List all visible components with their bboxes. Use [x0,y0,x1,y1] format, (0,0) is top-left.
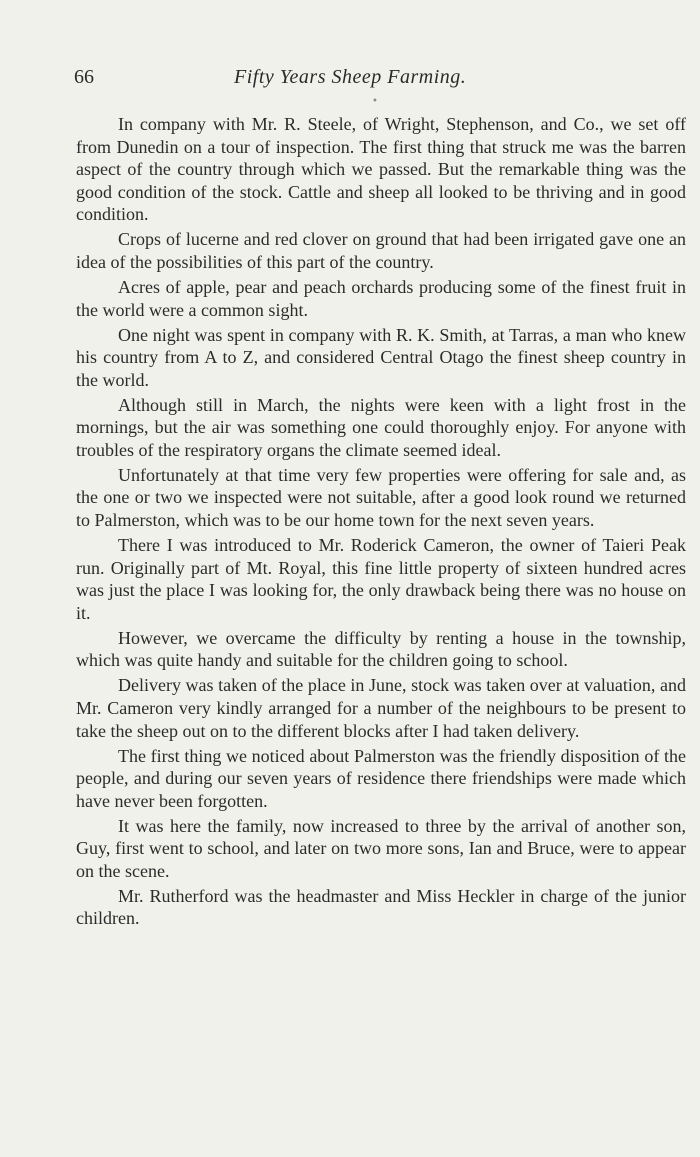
paragraph-3: Acres of apple, pear and peach orchards producing some of the finest fruit in the world were a common sight. [76,276,686,320]
paragraph-4: One night was spent in company with R. K. Smith, at Tarras, a man who knew his country from A to Z, and considered Central Otago the finest sheep country in the world. [76,324,686,390]
paragraph-5: Although still in March, the nights were keen with a light frost in the mornings, but the air was something one could thoroughly enjoy. For anyone with troubles of the respiratory organs the climate seemed ideal. [76,394,686,460]
page-header [74,66,686,92]
ink-speck: • [372,96,378,107]
paragraph-9: Delivery was taken of the place in June, stock was taken over at valuation, and Mr. Cameron very kindly arranged for a number of the neighbours to be present to take the sheep out on to the different blocks after I had taken delivery. [76,675,686,741]
paragraph-8: However, we overcame the difficulty by renting a house in the township, which was quite handy and suitable for the children going to school. [76,627,686,671]
body-text [76,113,686,932]
paragraph-7: There I was introduced to Mr. Roderick Cameron, the owner of Taieri Peak run. Originally part of Mt. Royal, this fine little property of sixteen hundred acres was just the place I was looking for, the only drawback being there was no house on it. [76,535,686,623]
page-number: 66 [74,66,94,88]
running-title: Fifty Years Sheep Farming. [234,66,467,88]
paragraph-2: Crops of lucerne and red clover on ground that had been irrigated gave one an idea of the possibilities of this part of the country. [76,229,686,272]
paragraph-12: Mr. Rutherford was the headmaster and Miss Heckler in charge of the junior children. [76,885,686,929]
paragraph-11: It was here the family, now increased to three by the arrival of another son, Guy, first went to school, and later on two more sons, Ian and Bruce, were to appear on the scene. [76,815,686,881]
paragraph-6: Unfortunately at that time very few properties were offering for sale and, as the one or two we inspected were not suitable, after a good look round we returned to Palmerston, which was to be our home town for the next seven years. [76,464,686,531]
paragraph-10: The first thing we noticed about Palmerston was the friendly disposition of the people, and during our seven years of residence there friendships were made which have never been forgotten. [76,745,686,811]
paragraph-1: In company with Mr. R. Steele, of Wright, Stephenson, and Co., we set off from Dunedin on a tour of inspection. The first thing that struck me was the barren aspect of the country through which we passed. But the remarkable thing was the good condition of the stock. Cattle and sheep all looked to be thriving and in good condition. [76,114,686,225]
